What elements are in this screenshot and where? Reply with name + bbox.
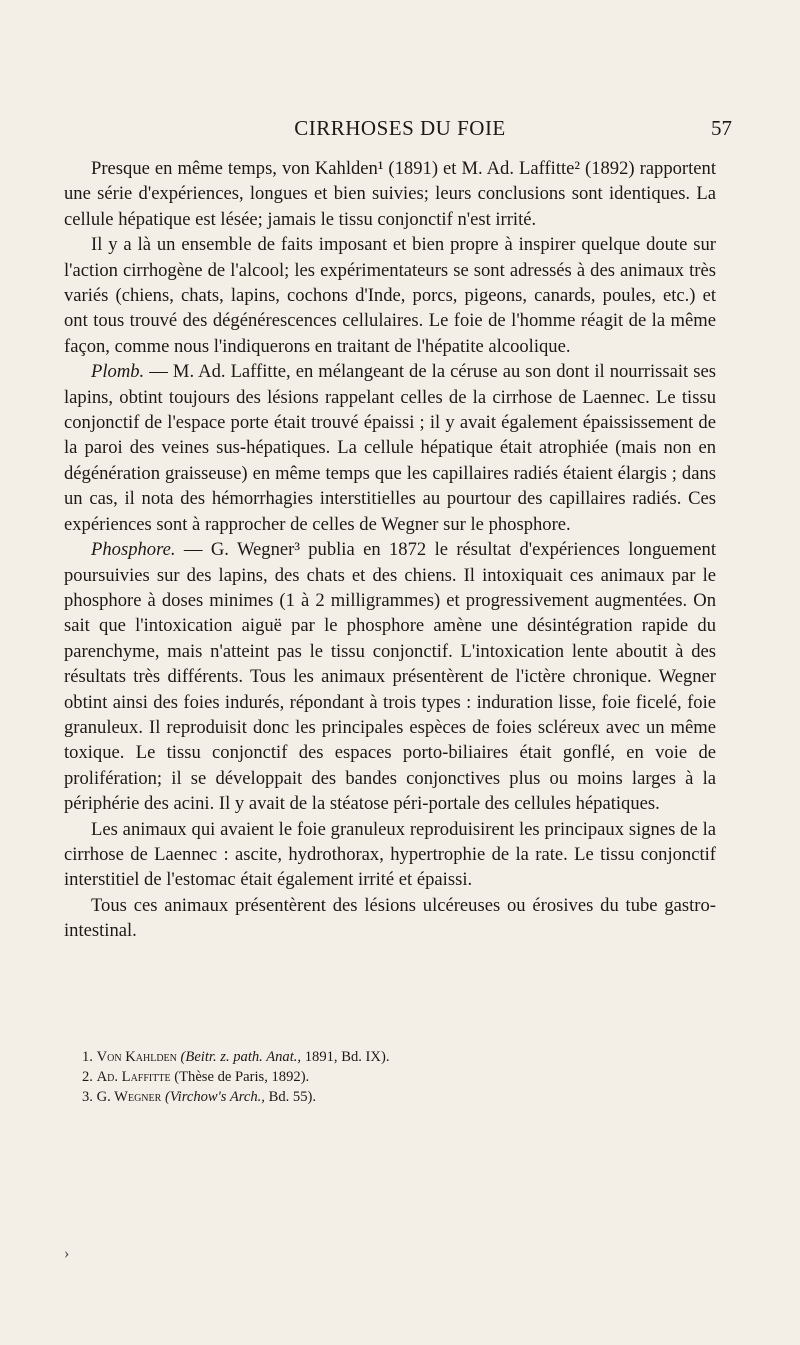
- running-head: [60, 116, 740, 142]
- footnote-rest: 1891, Bd. IX).: [301, 1049, 390, 1065]
- footnote-rest: (Thèse de Paris, 1892).: [174, 1069, 310, 1085]
- paragraph-text: Presque en même temps, von Kahlden¹ (1891) et M. Ad. Laffitte² (1892) rapportent une série d'expériences, longues et bien suivies; leurs conclusions sont identiques. La cellule hépatique est lésée; jamais le tissu conjonctif n'est irrité.: [64, 158, 716, 230]
- footnote-author: Ad. Laffitte: [96, 1069, 171, 1085]
- paragraph-text: — M. Ad. Laffitte, en mélangeant de la céruse au son dont il nourrissait ses lapins, obtint toujours des lésions rappelant celles de la cirrhose de Laennec. Le tissu conjonctif de l'espace porte était trouvé épaissi ; il y avait également épaississement de la paroi des veines sus-hépatiques. La cellule hépatique était atrophiée (mais non en dégénération graisseuse) en même temps que les capillaires radiés étaient élargis ; dans un cas, il nota des hémorrhagies interstitielles au pourtour des capillaires radiés. Ces expériences sont à rapprocher de celles de Wegner sur le phosphore.: [64, 361, 716, 535]
- footnote-1: [82, 1047, 722, 1067]
- paragraph-phosphore: [64, 537, 716, 816]
- paragraph-ensemble-faits: [64, 232, 716, 359]
- footnote-3: [82, 1087, 722, 1107]
- body-text: [64, 156, 716, 944]
- paragraph-text: Les animaux qui avaient le foie granuleux reproduisirent les principaux signes de la cirrhose de Laennec : ascite, hydrothorax, hypertrophie de la rate. Le tissu conjonctif interstitiel de l'estomac était également irrité et épaissi.: [64, 818, 716, 891]
- footnote-2: [82, 1067, 722, 1087]
- paragraph-kahlden-laffitte: [64, 156, 716, 232]
- paragraph-plomb: [64, 359, 716, 537]
- section-lead-plomb: Plomb.: [91, 361, 145, 383]
- section-lead-phosphore: Phosphore.: [91, 539, 176, 561]
- paragraph-foie-granuleux: [64, 817, 716, 893]
- paragraph-text: Tous ces animaux présentèrent des lésions ulcéreuses ou érosives du tube gastro-intestinal.: [64, 894, 716, 942]
- running-title: CIRRHOSES DU FOIE: [294, 116, 506, 140]
- footnote-number: 2.: [82, 1069, 93, 1085]
- footnote-rest: Bd. 55).: [264, 1089, 317, 1105]
- footnote-number: 3.: [82, 1089, 93, 1105]
- footnote-author: Von Kahlden: [96, 1049, 177, 1065]
- footnote-author: G. Wegner: [96, 1089, 162, 1105]
- footnote-source: (Virchow's Arch.,: [164, 1089, 265, 1105]
- paragraph-text: Il y a là un ensemble de faits imposant et bien propre à inspirer quelque doute sur l'action cirrhogène de l'alcool; les expérimentateurs se sont adressés à des animaux très variés (chiens, chats, lapins, cochons d'Inde, porcs, pigeons, canards, poules, etc.) et ont tous trouvé des dégénérescences cellulaires. Le foie de l'homme réagit de la même façon, comme nous l'indiquerons en traitant de l'hépatite alcoolique.: [64, 234, 716, 357]
- footnote-number: 1.: [82, 1049, 93, 1065]
- paragraph-text: — G. Wegner³ publia en 1872 le résultat d'expériences longuement poursuivies sur des lapins, des chats et des chiens. Il intoxiquait ces animaux par le phosphore à doses minimes (1 à 2 milligrammes) et progressivement augmentées. On sait que l'intoxication aiguë par le phosphore amène une désintégration rapide du parenchyme, mais n'atteint pas le tissu conjonctif. L'intoxication lente aboutit à des résultats très différents. Tous les animaux présentèrent de l'ictère chronique. Wegner obtint ainsi des foies indurés, répondant à trois types : induration lisse, foie ficelé, foie granuleux. Il reproduisit donc les principales espèces de foies scléreux avec un même toxique. Le tissu conjonctif des espaces porto-biliaires était gonflé, en voie de prolifération; il se développait des bandes conjonctives plus ou moins larges à la périphérie des acini. Il y avait de la stéatose péri-portale des cellules hépatiques.: [64, 539, 716, 815]
- scan-artifact-mark: ›: [64, 1245, 70, 1262]
- paragraph-lesions-ulcereuses: [64, 893, 716, 944]
- page-number: 57: [711, 116, 732, 140]
- footnotes: [82, 1047, 722, 1107]
- footnote-source: (Beitr. z. path. Anat.,: [180, 1049, 302, 1065]
